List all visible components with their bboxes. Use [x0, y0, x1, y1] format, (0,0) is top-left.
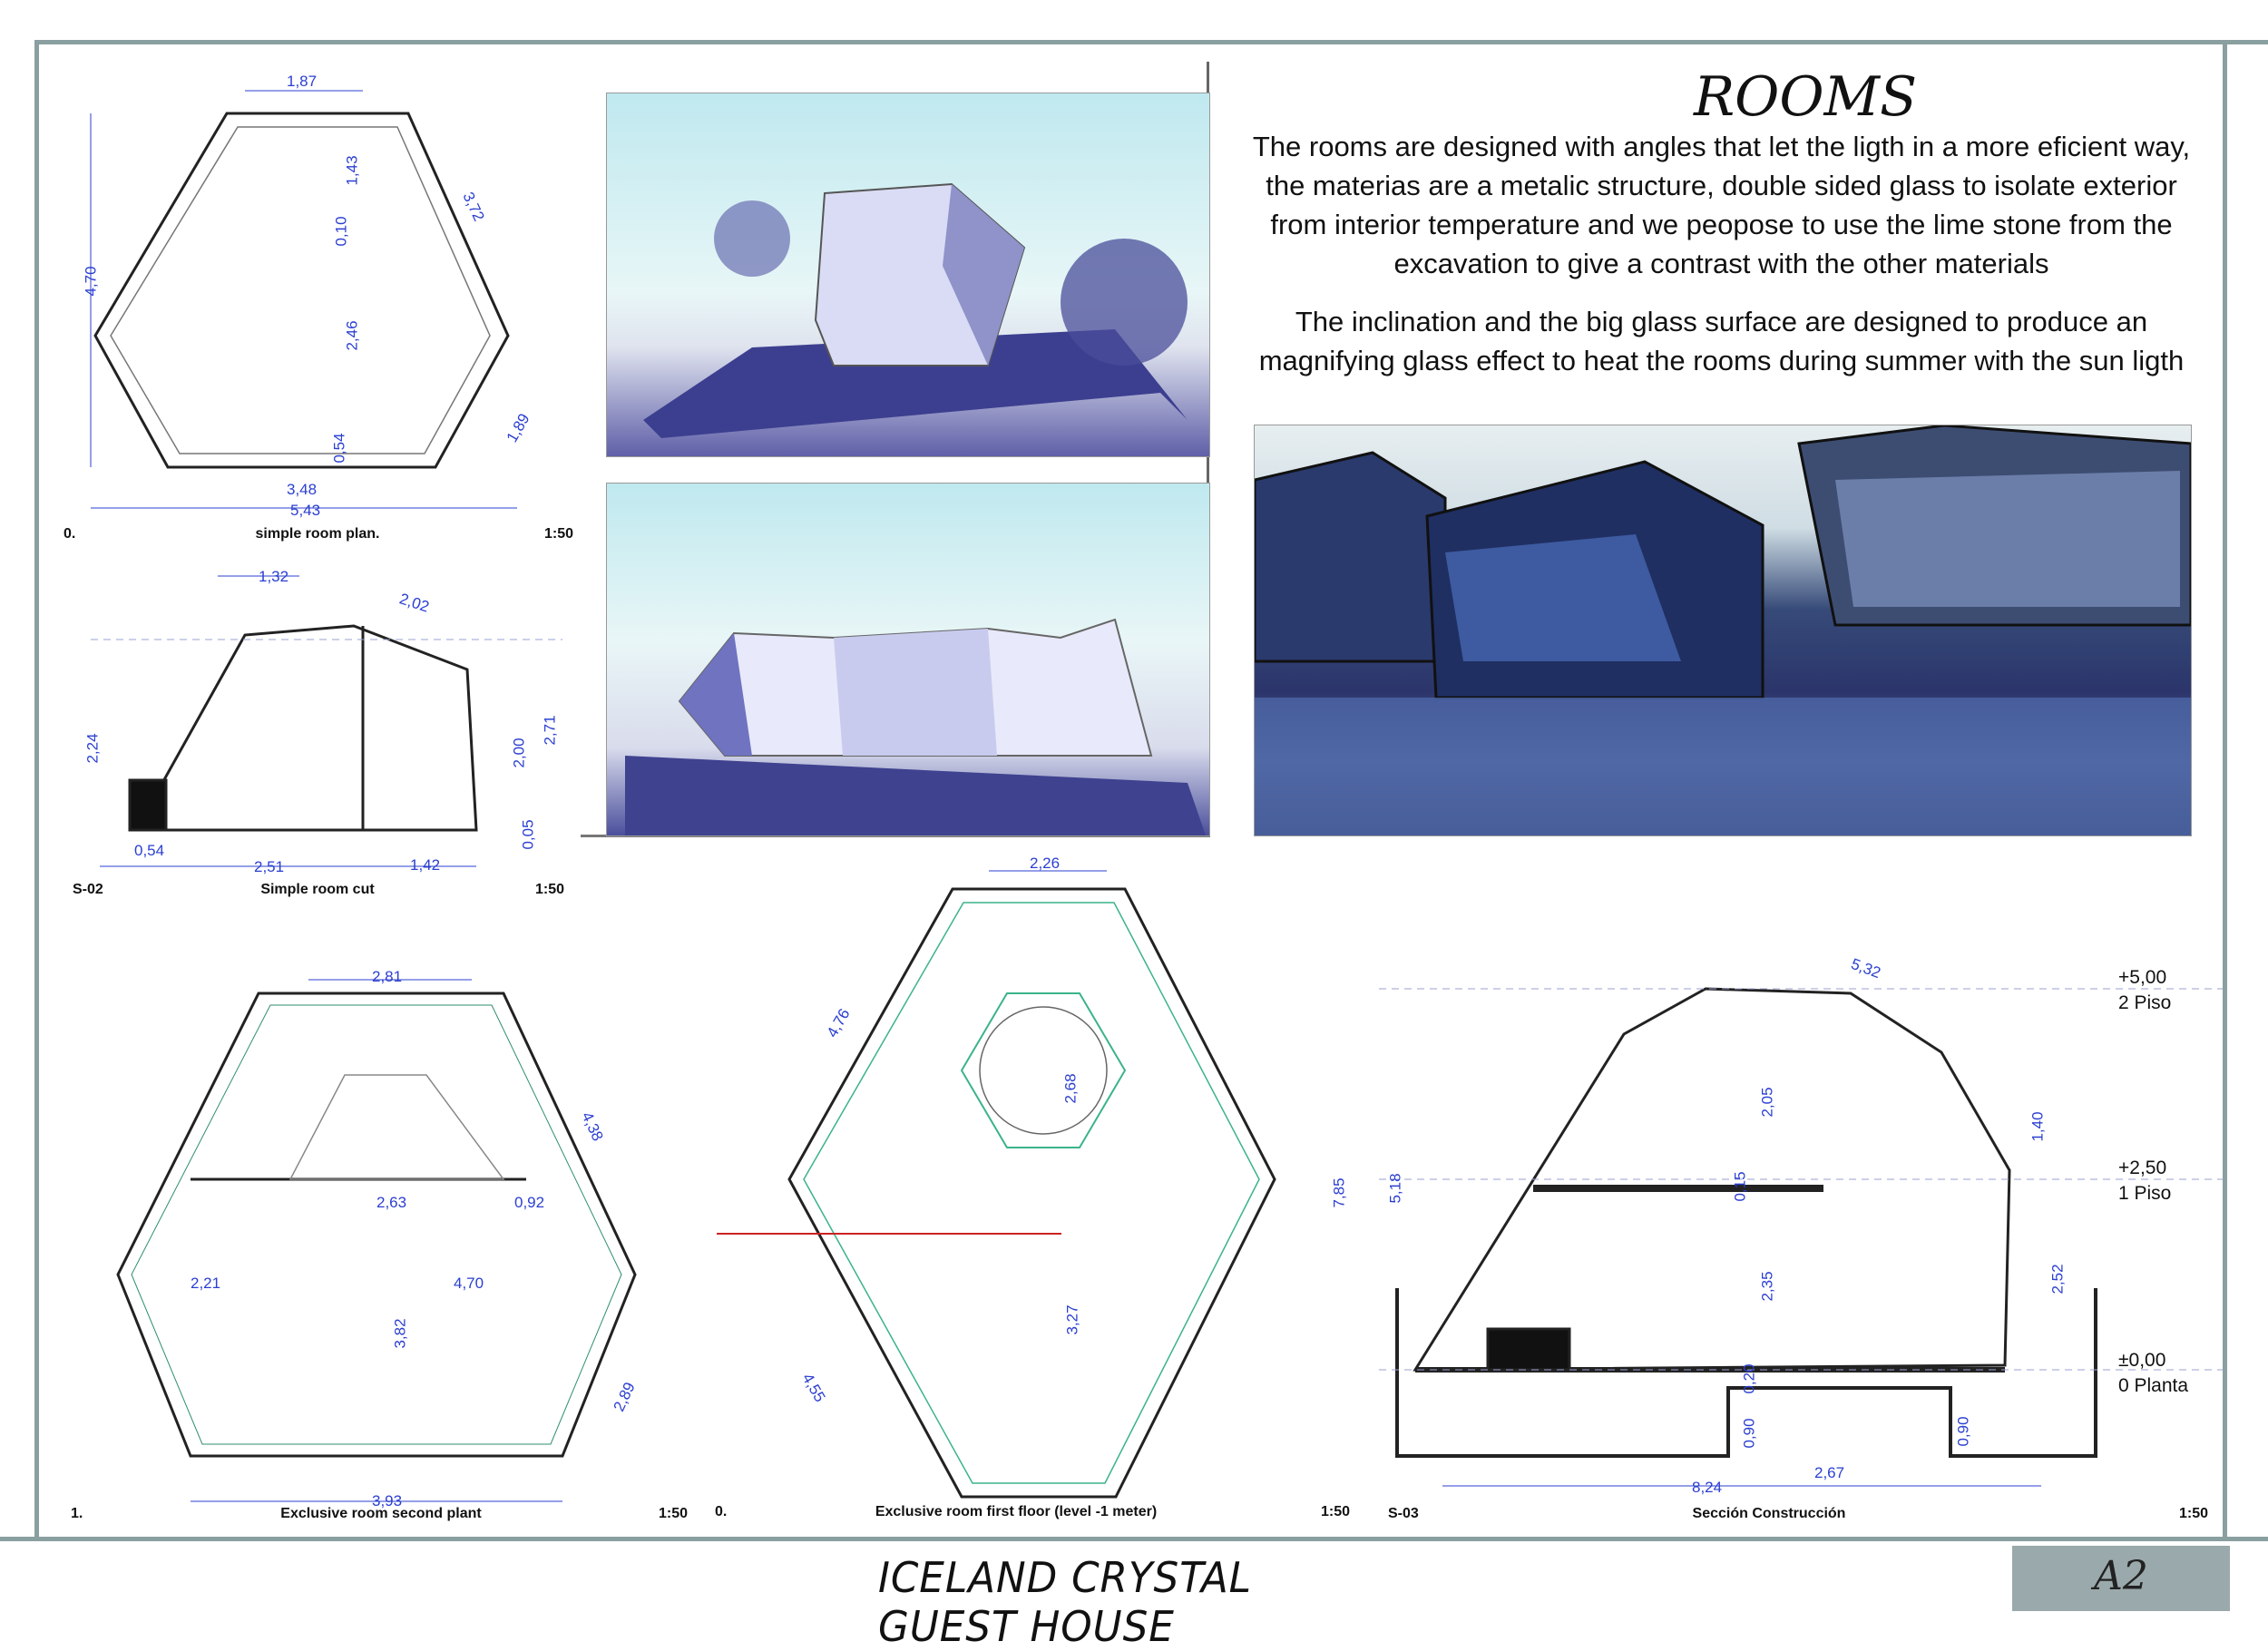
dim-label: 2,21 [191, 1275, 221, 1292]
drawing-index: S-03 [1388, 1506, 1419, 1521]
description-paragraph-1: The rooms are designed with angles that let the ligth in a more eficient way, the materias are a metalic structure, double sided glass to isolate exterior from interior temperature and we peopose to use the lime stone from the excavation to give a contrast with the other materials [1252, 131, 2191, 279]
drawing-index: 0. [715, 1504, 728, 1519]
dim-label: 0,90 [1740, 1418, 1758, 1449]
dim-label: 4,70 [82, 266, 100, 297]
level-value: ±0,00 [2118, 1350, 2166, 1371]
dim-label: 2,05 [1758, 1087, 1776, 1118]
dim-label: 0,54 [134, 842, 165, 859]
drawing-index: 0. [64, 526, 76, 542]
dim-label: 1,42 [410, 856, 441, 874]
drawing-scale: 1:50 [659, 1506, 689, 1521]
dim-label: 2,02 [397, 590, 432, 616]
dim-label: 0,20 [1740, 1363, 1758, 1394]
dim-label: 0,15 [1731, 1171, 1749, 1202]
level-name: 2 Piso [2118, 992, 2172, 1013]
level-name: 0 Planta [2118, 1375, 2189, 1396]
dim-label: 2,00 [510, 738, 528, 768]
dim-label: 3,48 [287, 481, 318, 498]
dim-label: 4,76 [823, 1005, 854, 1040]
project-title: ICELAND CRYSTAL GUEST HOUSE [878, 1553, 1252, 1651]
drawing-scale: 1:50 [1321, 1504, 1351, 1519]
dim-label: 4,70 [454, 1275, 484, 1292]
drawing-index: S-02 [73, 882, 103, 897]
dim-label: 0,90 [1954, 1416, 1972, 1447]
dim-label: 2,81 [372, 968, 403, 985]
dim-label: 0,10 [332, 216, 350, 247]
drawing-scale: 1:50 [535, 882, 565, 897]
dim-label: 1,32 [259, 568, 289, 585]
drawing-title: Exclusive room first floor (level -1 meter) [875, 1504, 1158, 1519]
dim-label: 2,89 [610, 1379, 639, 1414]
drawing-title: simple room plan. [255, 526, 380, 542]
level-value: +5,00 [2118, 967, 2167, 988]
level-name: 1 Piso [2118, 1183, 2172, 1204]
level-value: +2,50 [2118, 1158, 2167, 1178]
dim-label: 2,46 [343, 320, 361, 351]
dim-label: 0,05 [519, 819, 537, 850]
dim-label: 4,55 [798, 1370, 829, 1405]
dim-label: 3,27 [1063, 1304, 1081, 1335]
drawing-scale: 1:50 [544, 526, 574, 542]
dim-label: 0,92 [514, 1194, 545, 1211]
dim-label: 1,89 [503, 410, 533, 445]
dim-label: 3,93 [372, 1492, 403, 1509]
drawing-title: Exclusive room second plant [280, 1506, 482, 1521]
dim-label: 1,40 [2028, 1111, 2047, 1142]
sheet-number: A2 [2094, 1553, 2148, 1599]
drawing-index: 1. [71, 1506, 83, 1521]
drawing-title: Simple room cut [260, 882, 375, 897]
drawing-title: Sección Construcción [1692, 1506, 1846, 1521]
dim-label: 3,82 [391, 1318, 409, 1349]
dim-label: 2,67 [1814, 1464, 1845, 1481]
dim-label: 5,32 [1848, 954, 1883, 982]
rooms-heading: ROOMS [1693, 65, 1918, 129]
dim-label: 2,26 [1030, 855, 1061, 872]
dim-label: 2,68 [1061, 1073, 1080, 1104]
dim-label: 5,18 [1386, 1173, 1404, 1204]
dim-label: 2,52 [2048, 1264, 2067, 1294]
dim-label: 8,24 [1692, 1479, 1723, 1496]
dim-label: 7,85 [1330, 1177, 1348, 1208]
dim-label: 2,63 [376, 1194, 407, 1211]
dim-label: 2,71 [541, 715, 559, 746]
dim-label: 1,43 [343, 155, 361, 186]
dim-label: 3,72 [459, 189, 488, 224]
dim-label: 4,38 [578, 1109, 607, 1144]
dim-label: 5,43 [290, 502, 321, 519]
dim-label: 0,54 [330, 433, 348, 464]
description-paragraph-2: The inclination and the big glass surface are designed to produce an magnifying glass effect to heat the rooms during summer with the sun ligth [1258, 306, 2185, 376]
dim-label: 2,51 [254, 858, 285, 875]
dim-label: 2,24 [83, 733, 102, 764]
dim-label: 1,87 [287, 73, 318, 90]
drawing-scale: 1:50 [2179, 1506, 2209, 1521]
dim-label: 2,35 [1758, 1271, 1776, 1302]
